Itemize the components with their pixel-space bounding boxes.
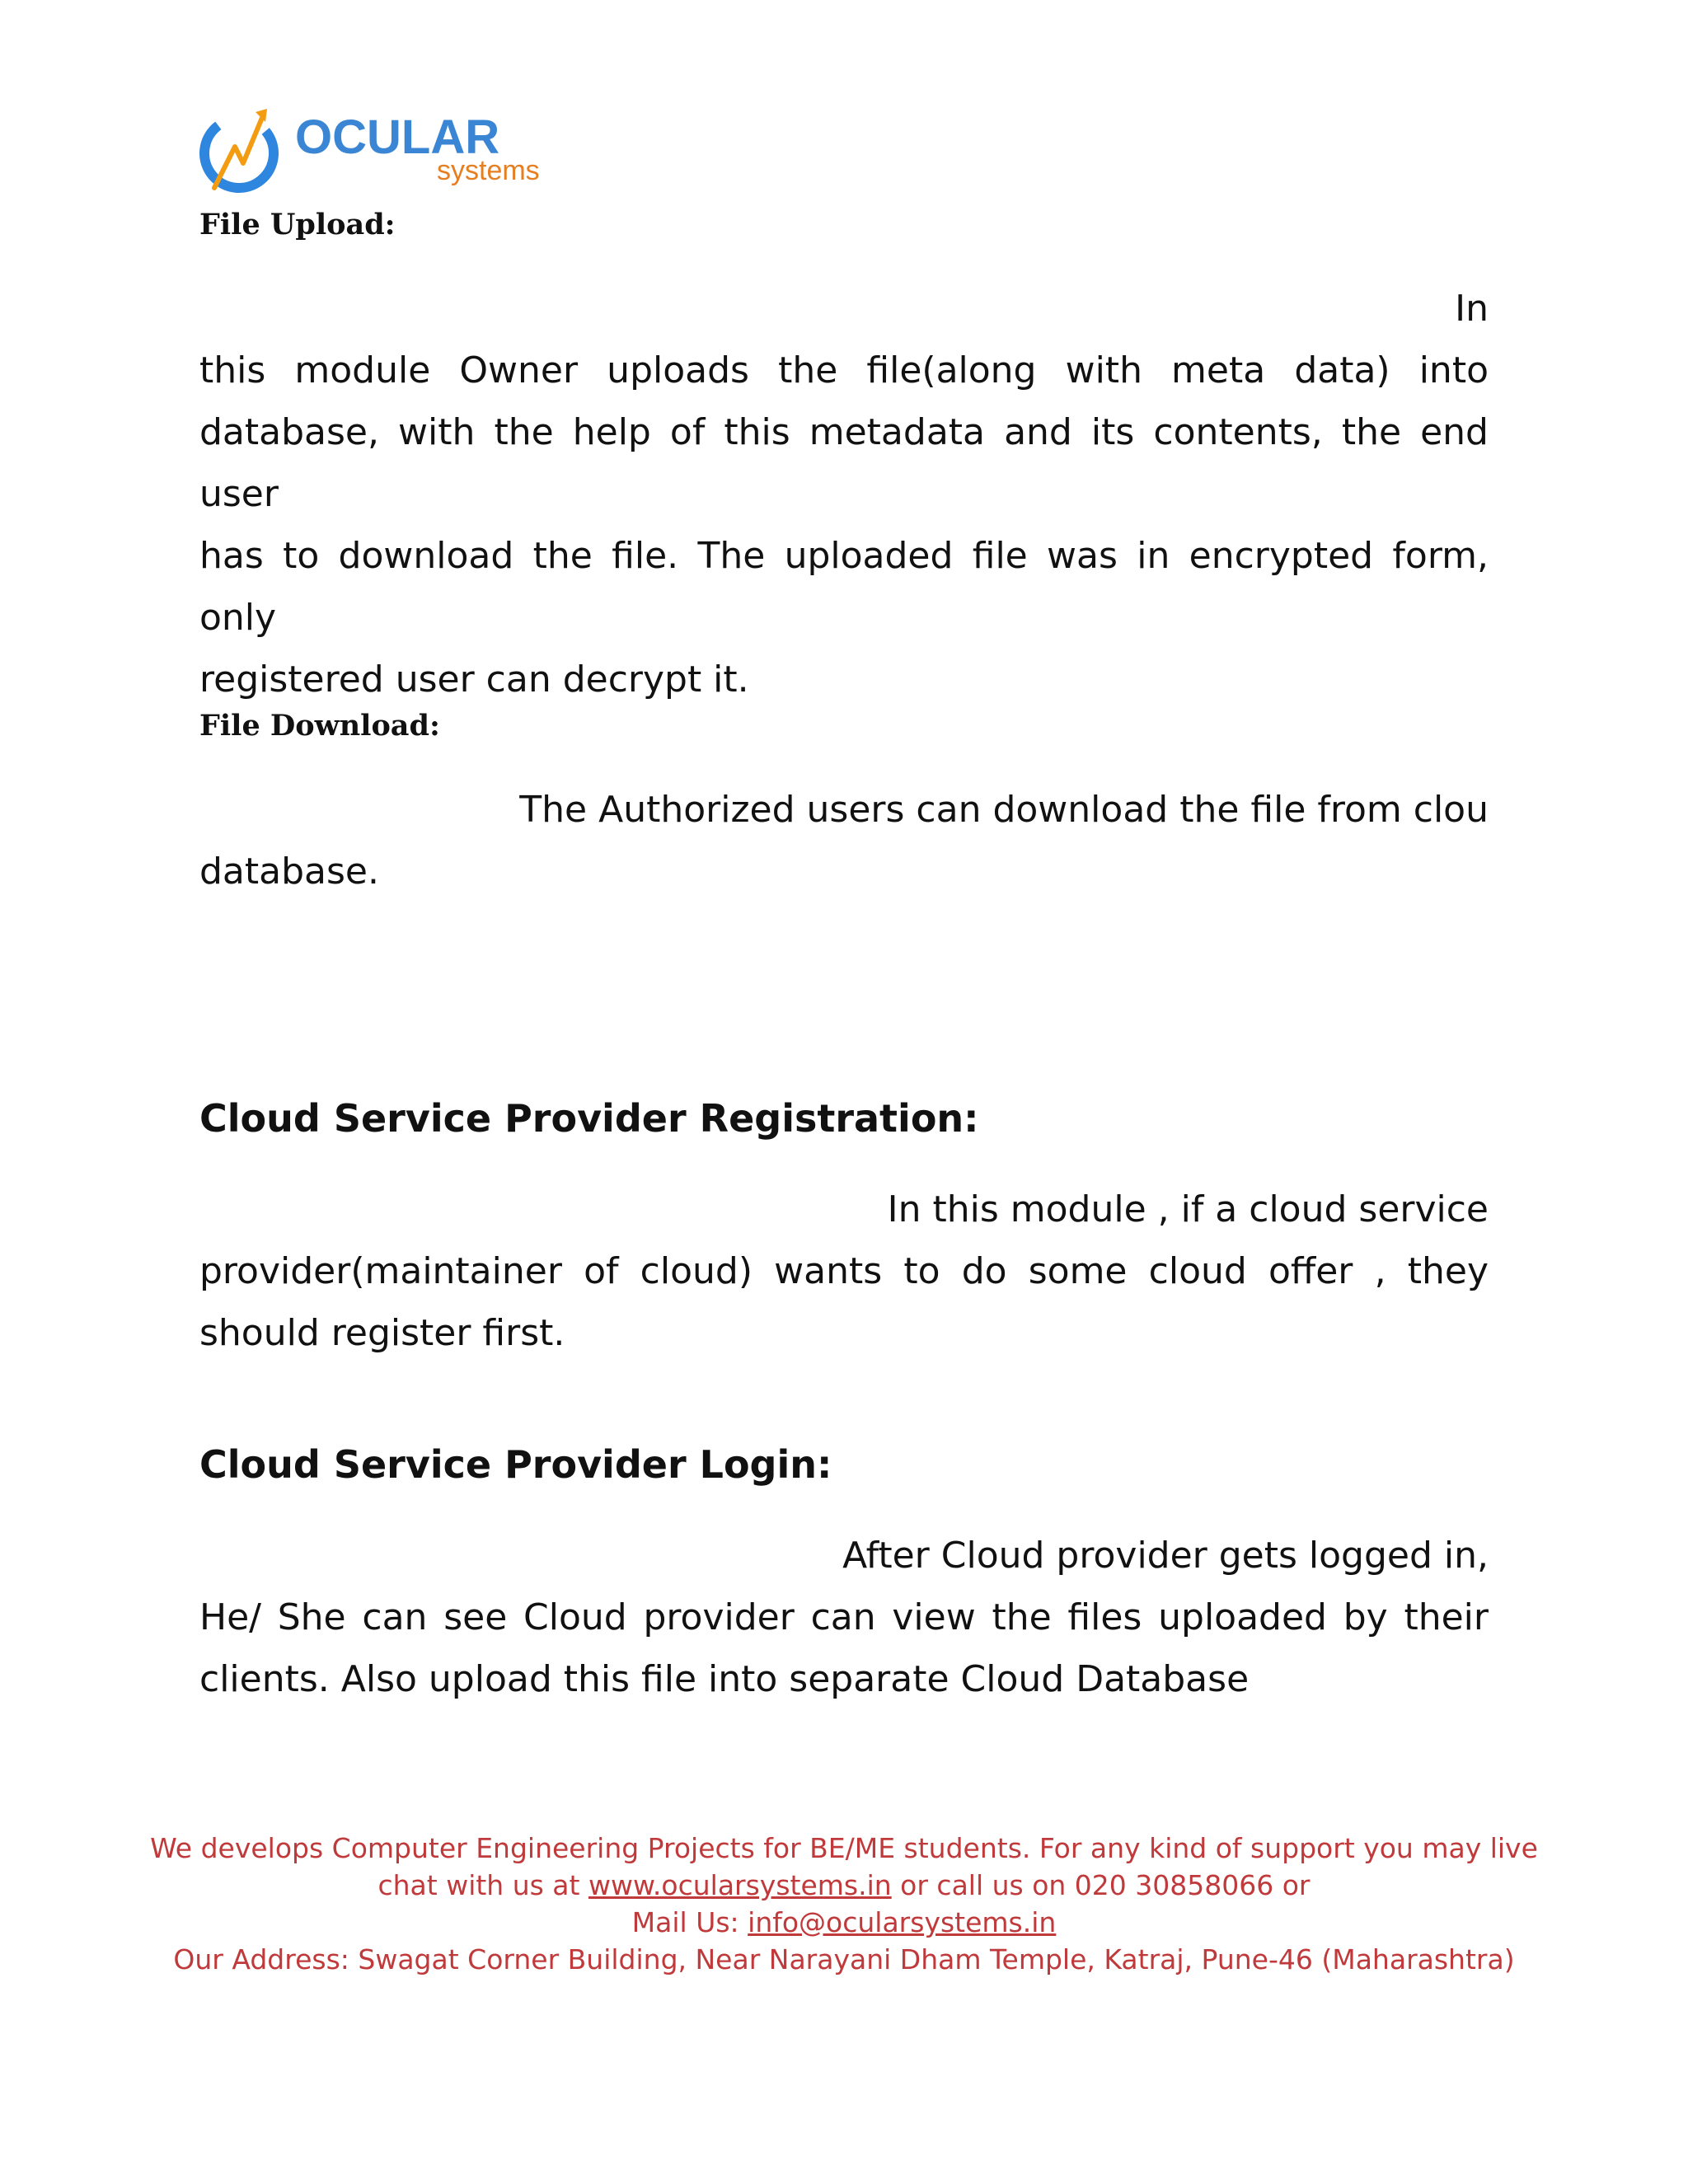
footer-line-2	[124, 1867, 1564, 1904]
ocular-systems-logo	[198, 97, 560, 204]
file-upload-line-4: has to download the file. The uploaded file was in encrypted form, only	[199, 535, 1489, 639]
file-upload-line-2: this module Owner uploads the file(along with meta data) into	[199, 349, 1489, 391]
file-download-heading: File Download:	[199, 709, 440, 743]
file-upload-line-3: database, with the help of this metadata and its contents, the end user	[199, 411, 1489, 515]
footer-line-4: Our Address: Swagat Corner Building, Near Narayani Dham Temple, Katraj, Pune-46 (Maharashtra)	[173, 1943, 1515, 1975]
csp-registration-line-1: In this module , if a cloud service	[887, 1188, 1489, 1230]
logo-swirl-icon	[198, 105, 288, 202]
footer-line-3	[124, 1904, 1564, 1941]
csp-registration-line-3: should register first.	[199, 1312, 565, 1354]
email-link[interactable]: info@ocularsystems.in	[748, 1906, 1057, 1938]
footer-line-2-pre: chat with us at	[377, 1869, 588, 1901]
csp-login-line-2: He/ She can see Cloud provider can view the files uploaded by their	[199, 1596, 1489, 1638]
csp-login-line-1: After Cloud provider gets logged in,	[842, 1535, 1489, 1577]
file-download-paragraph	[199, 779, 1489, 902]
file-download-line-1: The Authorized users can download the file from clou	[519, 789, 1489, 831]
csp-registration-line-2: provider(maintainer of cloud) wants to do some cloud offer , they	[199, 1250, 1489, 1292]
file-upload-heading: File Upload:	[199, 208, 396, 241]
logo-bolt-icon	[214, 114, 264, 188]
file-upload-line-1: In	[1455, 288, 1489, 330]
logo-sub: systems	[437, 155, 540, 186]
footer-line-3-pre: Mail Us:	[631, 1906, 748, 1938]
file-download-line-2: database.	[199, 851, 379, 893]
csp-registration-paragraph	[199, 1179, 1489, 1364]
file-upload-line-5: registered user can decrypt it.	[199, 658, 749, 701]
file-upload-paragraph	[199, 278, 1489, 710]
csp-registration-heading: Cloud Service Provider Registration:	[199, 1096, 979, 1141]
website-link[interactable]: www.ocularsystems.in	[588, 1869, 892, 1901]
csp-login-line-3: clients. Also upload this file into separate Cloud Database	[199, 1658, 1250, 1700]
footer-line-1: We develops Computer Engineering Projects for BE/ME students. For any kind of support you may live	[150, 1832, 1538, 1864]
csp-login-paragraph	[199, 1525, 1489, 1710]
footer	[124, 1830, 1564, 1978]
logo-graphic	[198, 97, 560, 204]
csp-login-heading: Cloud Service Provider Login:	[199, 1442, 832, 1487]
footer-line-2-post: or call us on 020 30858066 or	[891, 1869, 1311, 1901]
logo-word: OCULAR	[295, 110, 500, 164]
